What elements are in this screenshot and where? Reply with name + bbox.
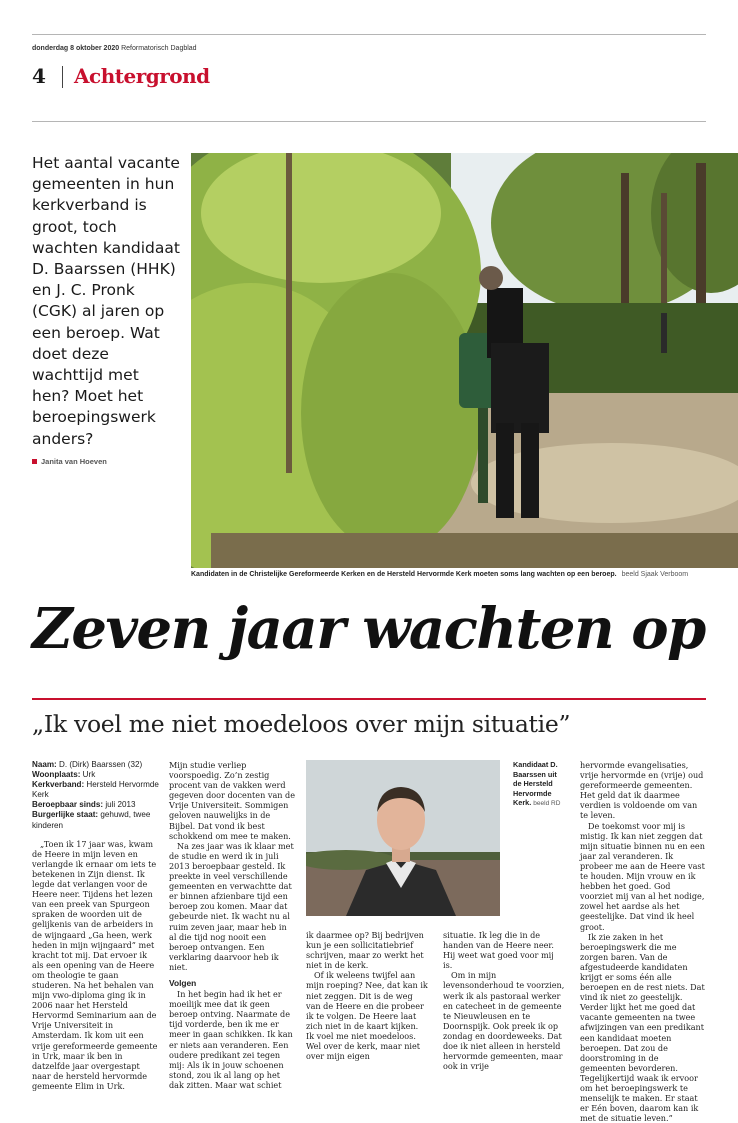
paragraph: situatie. Ik leg die in de handen van de Heere neer. Hij weet wat goed voor mij is. bbox=[443, 930, 554, 971]
paragraph: hervormde evangelisaties, vrije hervormde en (vrije) oud gereformeerde gemeenten. Het geld dat ik daarmee verdien is voldoende om van te leven. bbox=[580, 760, 704, 821]
headline: Zeven jaar wachten op bbox=[32, 596, 705, 662]
subheading: Volgen bbox=[169, 977, 197, 988]
paragraph: ik daarmee op? Bij bedrijven kun je een sollicitatiebrief schrijven, maar zo werkt het niet in de kerk. bbox=[306, 930, 424, 971]
top-rule bbox=[32, 34, 706, 35]
dateline: donderdag 8 oktober 2020 Reformatorisch Dagblad bbox=[32, 45, 197, 52]
paragraph: De toekomst voor mij is mistig. Ik kan niet zeggen dat mijn situatie binnen nu en een jaar zal veranderen. Ik probeer me aan de Heere vast te houden. Mijn vrouw en ik hebben het goed. God voorziet mij van al het nodige, zowel het aardse als het geestelijke. Dat vind ik heel groot. bbox=[580, 820, 705, 932]
article-column-2 bbox=[169, 760, 296, 1090]
fact-name: Naam: D. (Dirk) Baarssen (32) bbox=[32, 760, 143, 769]
byline: Janita van Hoeven bbox=[32, 457, 107, 466]
article-column-3 bbox=[306, 930, 428, 1061]
fact-status: Burgerlijke staat: gehuwd, twee kinderen bbox=[32, 810, 151, 830]
header-rule bbox=[32, 121, 706, 122]
paragraph: Om in mijn levensonderhoud te voorzien, werk ik als pastoraal werker en catecheet in de gemeente te Nieuwleusen en te Doornspijk. Ook preek ik op zondag en doordeweeks. Dat doe ik niet alleen in hersteld hervormde gemeenten, maar ook in vrije bbox=[443, 970, 565, 1072]
fact-box bbox=[32, 760, 159, 831]
portrait-photo bbox=[306, 760, 500, 916]
divider bbox=[62, 66, 63, 88]
byline-marker bbox=[32, 459, 37, 464]
fact-church: Kerkverband: Hersteld Hervormde Kerk bbox=[32, 780, 159, 800]
fact-residence: Woonplaats: Urk bbox=[32, 770, 96, 780]
fact-eligible: Beroepbaar sinds: juli 2013 bbox=[32, 800, 136, 810]
main-photo-caption: Kandidaten in de Christelijke Gereformeerde Kerken en de Hersteld Hervormde Kerk moeten soms lang wachten op een beroep. beeld Sjaak Verboom bbox=[191, 571, 689, 578]
portrait-caption: Kandidaat D. Baarssen uit de Hersteld Hervormde Kerk. beeld RD bbox=[513, 760, 561, 808]
paragraph: Ik zie zaken in het beroepingswerk die me zorgen baren. Van de afgestudeerde kandidaten krijgt er soms één alle beroepen en de rest niets. Dat vind ik niet zo geestelijk. Verder lijkt het me goed dat vacante gemeenten na twee afwijzingen van een predikant een kandidaat moeten beroepen. Dat zou de doorstroming in de gemeenten bevorderen. Tegelijkertijd waak ik ervoor om het beroepingswerk te menselijk te maken. Er staat er Eén boven, daarom kan ik met de situatie leven.” bbox=[580, 931, 705, 1123]
headline-rule bbox=[32, 698, 706, 700]
page-number: 4 bbox=[32, 64, 46, 88]
article-column-1 bbox=[32, 760, 159, 1091]
section-title: Achtergrond bbox=[74, 64, 210, 88]
paragraph: „Toen ik 17 jaar was, kwam de Heere in mijn leven en verlangde ik ernaar om iets te betekenen in Zijn dienst. Ik legde dat verlangen voor de Heere neer. Tijdens het lezen van een preek van Spurgeon spraken de woorden uit de gelijkenis van de arbeiders in de wijngaard „Ga heen, werk heden in mijn wijngaard” met kracht tot mij. Dat ervoer ik als een opening van de Heere om theologie te gaan studeren. Na het behalen van mijn vwo-diploma ging ik in 2006 naar het Hersteld Hervormd Seminarium aan de Vrije Universiteit in Amsterdam. Ik kom uit een vrije gereformeerde gemeente in Urk, maar ik ben in datzelfde jaar overgestapt naar de hersteld hervormde gemeente Elim in Urk. bbox=[32, 838, 158, 1091]
intro-text: Het aantal vacante gemeenten in hun kerkverband is groot, toch wachten kandidaat D. Baarssen (HHK) en J. C. Pronk (CGK) al jaren op een beroep. Wat doet deze wachttijd met hen? Moet het beroepingswerk anders? bbox=[32, 154, 180, 448]
article-column-4 bbox=[443, 930, 565, 1071]
paragraph: Mijn studie verliep voorspoedig. Zo’n zestig procent van de vakken werd gegeven door docenten van de Vrije Universiteit. Sommigen geloven nauwelijks in de Bijbel. Dat vond ik best schokkend om mee te maken. bbox=[169, 760, 296, 841]
main-photo bbox=[191, 153, 738, 568]
pull-quote: „Ik voel me niet moedeloos over mijn situatie” bbox=[32, 710, 571, 738]
paragraph: Na zes jaar was ik klaar met de studie en werd ik in juli 2013 beroepbaar gesteld. Ik preekte in veel verschillende gemeenten en verwachtte dat er binnen afzienbare tijd een beroep zou komen. Maar dat gebeurde niet. Ik wacht nu al ruim zeven jaar, maar heb in al die tijd nog nooit een beroep ontvangen. Een verklaring daarvoor heb ik niet. bbox=[169, 840, 294, 972]
paragraph: Of ik weleens twijfel aan mijn roeping? Nee, dat kan ik niet zeggen. Dit is de weg van de Heere en die probeer ik te volgen. De Heere laat zich niet in de kaart kijken. Ik voel me niet moedeloos. Wel over de kerk, maar niet over mijn eigen bbox=[306, 970, 428, 1062]
paragraph: In het begin had ik het er moeilijk mee dat ik geen beroep ontving. Naarmate de tijd vorderde, ben ik me er meer in gaan schikken. Ik kan er niets aan veranderen. Een oudere predikant zei tegen mij: Als ik in jouw schoenen stond, zou ik al lang op het dak zitten. Maar wat schiet bbox=[169, 989, 293, 1090]
article-column-5 bbox=[580, 760, 706, 1123]
